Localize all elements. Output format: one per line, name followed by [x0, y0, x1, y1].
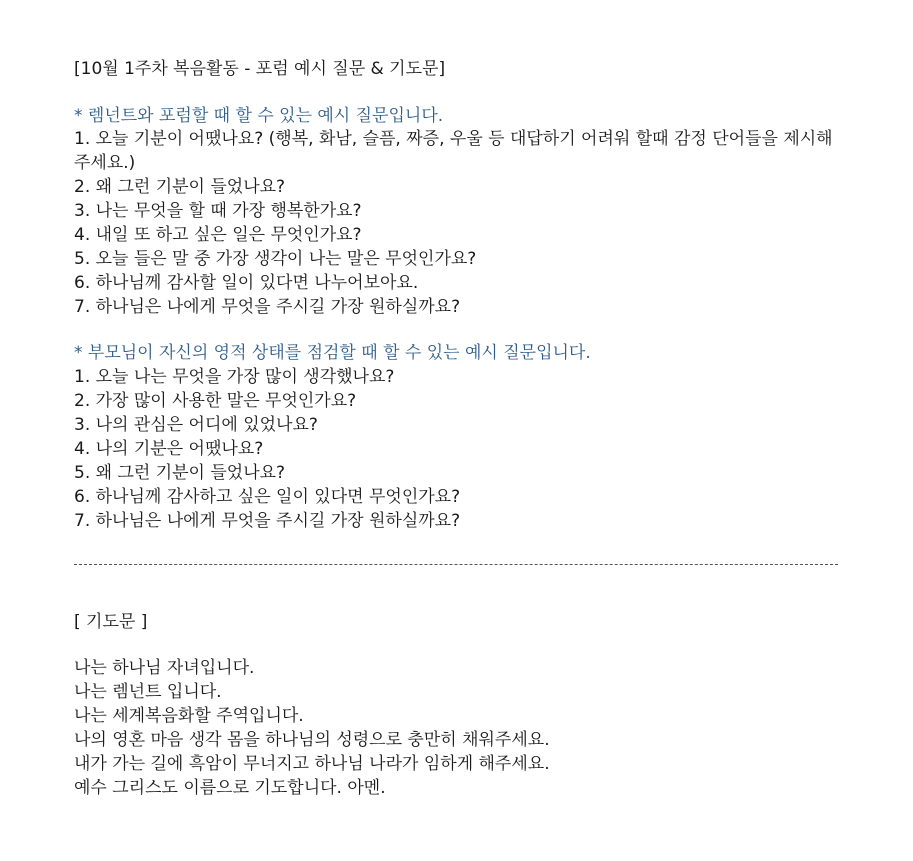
section2-item: 2. 가장 많이 사용한 말은 무엇인가요?	[74, 391, 357, 411]
prayer-heading: [ 기도문 ]	[74, 612, 148, 632]
prayer-line: 나의 영혼 마음 생각 몸을 하나님의 성령으로 충만히 채워주세요.	[74, 730, 550, 750]
document-title: [10월 1주차 복음활동 - 포럼 예시 질문 & 기도문]	[74, 59, 446, 79]
section1-item: 5. 오늘 들은 말 중 가장 생각이 나는 말은 무엇인가요?	[74, 249, 477, 269]
section1-item: 3. 나는 무엇을 할 때 가장 행복한가요?	[74, 201, 362, 221]
prayer-line: 나는 세계복음화할 주역입니다.	[74, 706, 304, 726]
section1-item: 주세요.)	[74, 153, 136, 173]
section1-item: 7. 하나님은 나에게 무엇을 주시길 가장 원하실까요?	[74, 297, 461, 317]
section2-item: 6. 하나님께 감사하고 싶은 일이 있다면 무엇인가요?	[74, 487, 461, 507]
prayer-line: 나는 렘넌트 입니다.	[74, 682, 222, 702]
section1-item: 6. 하나님께 감사할 일이 있다면 나누어보아요.	[74, 273, 419, 293]
prayer-line: 예수 그리스도 이름으로 기도합니다. 아멘.	[74, 778, 386, 798]
section2-item: 5. 왜 그런 기분이 들었나요?	[74, 463, 286, 483]
prayer-line: 나는 하나님 자녀입니다.	[74, 658, 255, 678]
section2-item: 4. 나의 기분은 어땠나요?	[74, 439, 264, 459]
section1-item: 1. 오늘 기분이 어땠나요? (행복, 화남, 슬픔, 짜증, 우울 등 대답하기 어려워 할때 감정 단어들을 제시해	[74, 129, 833, 149]
section2-item: 1. 오늘 나는 무엇을 가장 많이 생각했나요?	[74, 367, 395, 387]
section2-heading: * 부모님이 자신의 영적 상태를 점검할 때 할 수 있는 예시 질문입니다.	[74, 343, 591, 363]
section1-item: 2. 왜 그런 기분이 들었나요?	[74, 177, 286, 197]
section2-item: 7. 하나님은 나에게 무엇을 주시길 가장 원하실까요?	[74, 511, 461, 531]
section1-heading: * 렘넌트와 포럼할 때 할 수 있는 예시 질문입니다.	[74, 106, 444, 126]
section2-item: 3. 나의 관심은 어디에 있었나요?	[74, 415, 318, 435]
prayer-line: 내가 가는 길에 흑암이 무너지고 하나님 나라가 임하게 해주세요.	[74, 754, 550, 774]
section1-item: 4. 내일 또 하고 싶은 일은 무엇인가요?	[74, 225, 362, 245]
dashed-divider	[74, 564, 838, 565]
